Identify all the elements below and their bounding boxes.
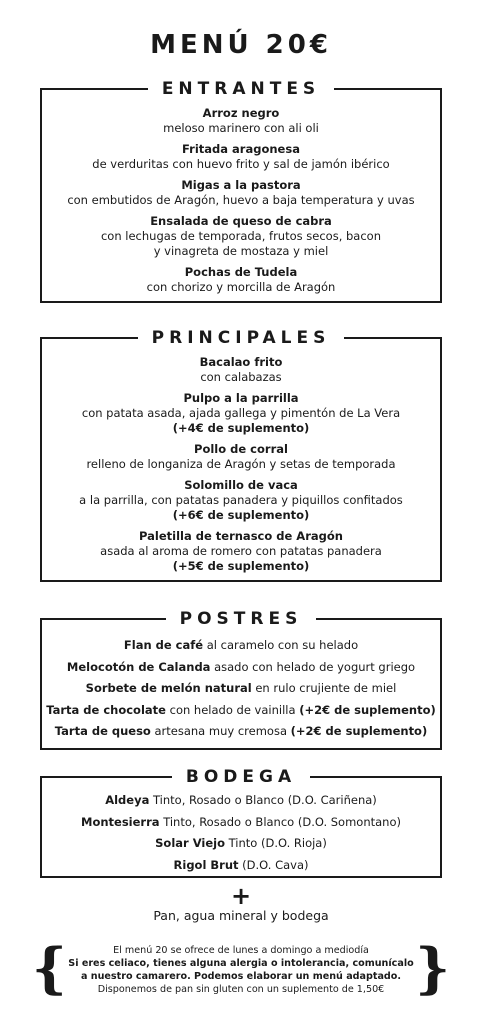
wine-name: Rigol Brut [173,857,239,872]
left-brace-icon: { [32,936,67,1000]
supplement-note: (+6€ de suplemento) [172,508,310,522]
wine-item [42,815,440,830]
wine-item [42,858,440,873]
dish-item [42,391,440,436]
postres-section [40,609,442,750]
dessert-name: Flan de café [123,638,204,652]
dish-desc: relleno de longaniza de Aragón y setas de temporada [86,457,396,471]
dish-name: Fritada aragonesa [182,142,300,156]
dish-name: Solomillo de vaca [184,478,298,492]
wine-item [42,836,440,851]
wine-item [42,793,440,808]
dish-item [42,442,440,472]
wine-name: Solar Viejo [155,836,225,850]
note-gluten-free: Disponemos de pan sin gluten con un suplemento de 1,50€ [97,984,385,995]
dish-desc-continued: y vinagreta de mostaza y miel [153,244,329,258]
dessert-item [42,638,440,653]
dish-desc: con lechugas de temporada, frutos secos, bacon [100,229,382,243]
note-schedule: El menú 20 se ofrece de lunes a domingo a mediodía [113,945,369,956]
dessert-item [42,724,440,739]
supplement-note: (+2€ de suplemento) [299,702,436,717]
dessert-name: Sorbete de melón natural [85,681,252,695]
dish-desc: asada al aroma de romero con patatas panadera [100,544,382,558]
dish-item [42,178,440,208]
dessert-name: Tarta de chocolate [46,702,166,717]
postres-heading: POSTRES [166,607,317,631]
dessert-item [42,703,440,718]
dish-name: Bacalao frito [199,355,283,369]
dessert-desc: artesana muy cremosa [154,724,287,738]
dessert-desc: en rulo crujiente de miel [255,681,397,695]
dish-item [42,478,440,523]
supplement-note: (+5€ de suplemento) [172,559,310,573]
principales-heading: PRINCIPALES [138,326,345,350]
entrantes-heading: ENTRANTES [148,77,334,101]
principales-section [40,328,442,582]
right-brace-icon: } [415,936,450,1000]
dish-item [42,529,440,574]
dessert-item [42,681,440,696]
wine-desc: Tinto (D.O. Rioja) [228,836,327,850]
plus-icon: + [230,882,252,910]
dish-item [42,142,440,172]
dish-desc: con embutidos de Aragón, huevo a baja temperatura y uvas [67,193,415,207]
supplement-note: (+4€ de suplemento) [172,421,310,435]
entrantes-section [40,79,442,303]
menu-title: MENÚ 20€ [150,30,332,60]
dish-item [42,265,440,295]
dish-name: Paletilla de ternasco de Aragón [139,529,343,543]
dish-desc: meloso marinero con ali oli [163,121,319,135]
dish-item [42,355,440,385]
wine-name: Montesierra [81,814,160,829]
dish-item [42,106,440,136]
wine-desc: Tinto, Rosado o Blanco (D.O. Cariñena) [153,793,377,807]
dish-desc: con patata asada, ajada gallega y pimentón de La Vera [81,406,401,420]
info-note [30,936,452,1004]
bodega-heading: BODEGA [172,765,310,789]
dish-item [42,214,440,259]
dessert-desc: con helado de vainilla [169,702,296,717]
dish-name: Pochas de Tudela [184,265,298,279]
dessert-desc: asado con helado de yogurt griego [214,659,416,674]
dish-desc: a la parrilla, con patatas panadera y piquillos confitados [79,493,403,507]
dessert-item [42,660,440,675]
dish-desc: de verduritas con huevo frito y sal de jamón ibérico [92,157,390,171]
dessert-name: Tarta de queso [54,724,151,738]
dish-desc: con calabazas [200,370,282,384]
dessert-desc: al caramelo con su helado [206,638,359,652]
wine-desc: (D.O. Cava) [242,857,309,872]
dish-name: Ensalada de queso de cabra [150,214,332,228]
dish-name: Pollo de corral [194,442,288,456]
wine-name: Aldeya [105,793,150,807]
dish-name: Arroz negro [202,106,280,120]
dish-name: Pulpo a la parrilla [183,391,299,405]
dish-desc: con chorizo y morcilla de Aragón [146,280,336,294]
dessert-name: Melocotón de Calanda [66,659,211,674]
note-allergy-1: Si eres celiaco, tienes alguna alergia o intolerancia, comunícalo [68,958,414,969]
note-allergy-2: a nuestro camarero. Podemos elaborar un menú adaptado. [80,971,402,982]
wine-desc: Tinto, Rosado o Blanco (D.O. Somontano) [163,814,401,829]
dish-name: Migas a la pastora [181,178,301,192]
supplement-note: (+2€ de suplemento) [290,724,428,738]
included-extras: Pan, agua mineral y bodega [153,908,329,923]
bodega-section [40,767,442,878]
